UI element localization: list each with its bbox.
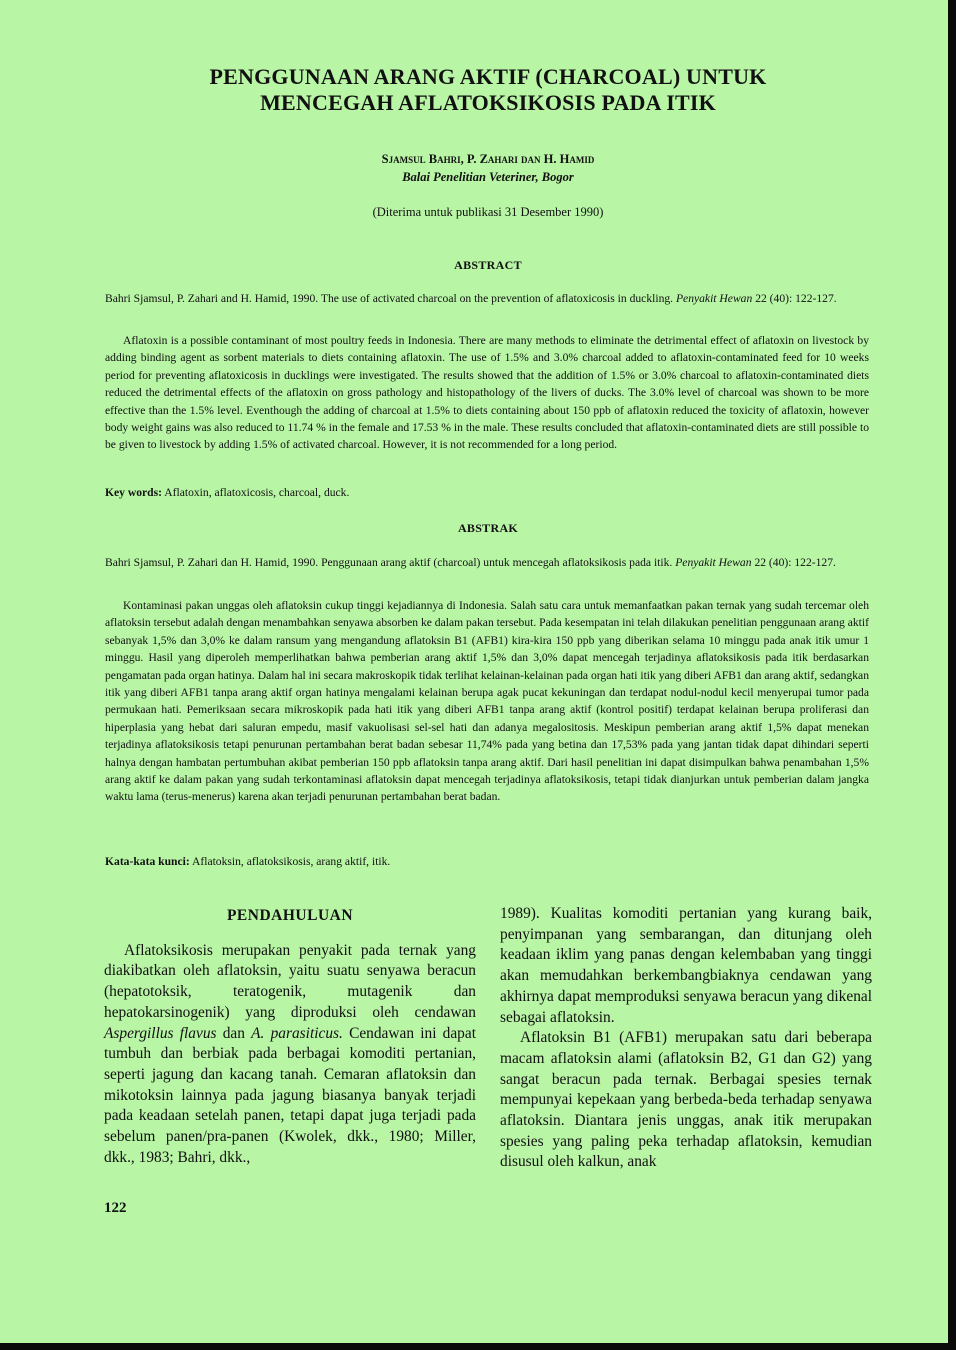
- abstract-citation-journal: Penyakit Hewan: [675, 292, 753, 305]
- abstrak-citation-volume: 22 (40): 122-127.: [754, 556, 836, 569]
- received-date: (Diterima untuk publikasi 31 Desember 1990): [372, 205, 604, 219]
- kata-kunci-list: Aflatoksin, aflatoksikosis, arang aktif, itik.: [191, 855, 391, 868]
- section-heading-pendahuluan: PENDAHULUAN: [226, 907, 354, 924]
- kata-kunci-label: Kata-kata kunci:: [105, 855, 190, 868]
- abstrak-keywords: [105, 853, 869, 870]
- intro-paragraph-1-continued: 1989). Kualitas komoditi pertanian yang kurang baik, penyimpanan yang sembarangan, dan ditunjang oleh keadaan iklim yang panas dengan kelembaban yang tinggi akan memudahkan berkembangbiaknya cendawan yang akhirnya dapat memproduksi senyawa beracun yang dikenal sebagai aflatoksin.: [500, 905, 872, 1026]
- abstrak-citation-journal: Penyakit Hewan: [675, 556, 752, 569]
- paper-title: [100, 64, 876, 116]
- affiliation: Balai Penelitian Veteriner, Bogor: [402, 170, 574, 184]
- abstrak-heading: ABSTRAK: [457, 521, 519, 535]
- intro-paragraph-1: [104, 941, 476, 1169]
- abstract-paragraph: Aflatoxin is a possible contaminant of most poultry feeds in Indonesia. There are many methods to eliminate the detrimental effect of aflatoxin on livestock by adding binding agent as sorbent materials to diets containing aflatoxin. The use of 1.5% and 3.0% charcoal added to aflatoxin-contaminated feed for 10 weeks period for preventing aflatoxicosis in ducklings were investigated. The results showed that the addition of 1.5% or 3.0% charcoal to aflatoxin-contaminated diets reduced the detrimental effects of the aflatoxin on gross pathology and histopathology of the livers of ducks. The 3.0% level of charcoal was shown to be more effective than the 1.5% level. Eventhough the adding of charcoal at 1.5% to diets containing about 150 ppb of aflatoxin reduced the toxicity of aflatoxin, however body weight gains was also reduced to 11.74 % in the female and 17.53 % in the male. These results concluded that aflatoxin-contaminated diets are still possible to be given to livestock by adding 1.5% of activated charcoal. However, it is not recommended for a long period.: [105, 334, 869, 452]
- intro-p1-text-a: Aflatoksikosis merupakan penyakit pada ternak yang diakibatkan oleh aflatoksin, yaitu suatu senyawa beracun (hepatotoksik, teratogenik, mutagenik dan hepatokarsinogenik) yang diproduksi oleh cendawan: [104, 941, 476, 1021]
- keywords-label: Key words:: [105, 486, 162, 499]
- keywords-list: Aflatoxin, aflatoxicosis, charcoal, duck.: [164, 486, 350, 499]
- title-line-2: MENCEGAH AFLATOKSIKOSIS PADA ITIK: [260, 90, 716, 115]
- abstract-citation-volume: 22 (40): 122-127.: [755, 292, 837, 305]
- species-a-parasiticus: A. parasiticus.: [251, 1024, 343, 1042]
- abstract-body: [105, 332, 869, 454]
- abstract-heading: ABSTRACT: [454, 258, 522, 272]
- abstrak-body: [105, 597, 869, 806]
- authors: Sjamsul Bahri, P. Zahari dan H. Hamid: [381, 152, 595, 166]
- scan-bottom-border: [0, 1343, 956, 1350]
- abstract-citation: [105, 290, 869, 307]
- scan-right-border: [948, 0, 956, 1350]
- abstrak-citation: [105, 554, 869, 571]
- title-line-1: PENGGUNAAN ARANG AKTIF (CHARCOAL) UNTUK: [209, 64, 767, 89]
- species-aspergillus-flavus: Aspergillus flavus: [104, 1024, 217, 1042]
- left-column: [104, 906, 476, 1168]
- abstrak-citation-text: Bahri Sjamsul, P. Zahari dan H. Hamid, 1990. Penggunaan arang aktif (charcoal) untuk mencegah aflatoksikosis pada itik.: [105, 556, 673, 569]
- intro-p1-and: dan: [222, 1024, 245, 1042]
- page-number: 122: [104, 1200, 127, 1216]
- intro-p1-text-b: Cendawan ini dapat tumbuh dan berbiak pada berbagai komoditi pertanian, seperti jagung dan kacang tanah. Cemaran aflatoksin dan mikotoksin lainnya pada jagung biasanya banyak terjadi pada keadaan setelah panen, tetapi dapat juga terjadi pada sebelum panen/pra-panen (Kwolek, dkk., 1980; Miller, dkk., 1983; Bahri, dkk.,: [104, 1024, 476, 1166]
- abstract-citation-text: Bahri Sjamsul, P. Zahari and H. Hamid, 1990. The use of activated charcoal on the prevention of aflatoxicosis in duckling.: [105, 292, 674, 305]
- abstract-keywords: [105, 484, 869, 501]
- intro-paragraph-2: Aflatoksin B1 (AFB1) merupakan satu dari beberapa macam aflatoksin alami (aflatoksin B2, G1 dan G2) yang sangat beracun pada ternak. Berbagai spesies ternak mempunyai kepekaan yang berbeda-beda terhadap senyawa aflatoksin. Diantara jenis unggas, anak itik merupakan spesies yang paling peka terhadap aflatoksin, kemudian disusul oleh kalkun, anak: [500, 1029, 872, 1171]
- right-column: [500, 904, 872, 1173]
- abstrak-paragraph: Kontaminasi pakan unggas oleh aflatoksin cukup tinggi kejadiannya di Indonesia. Salah satu cara untuk memanfaatkan pakan ternak yang sudah tercemar oleh aflatoksin tersebut adalah dengan menambahkan senyawa absorben ke dalam pakan tersebut. Pada kesempatan ini telah dilakukan penelitian penggunaan arang aktif sebanyak 1,5% dan 3,0% ke dalam ransum yang mengandung aflatoksin B1 (AFB1) kira-kira 150 ppb yang diberikan selama 10 minggu pada anak itik umur 1 minggu. Hasil yang diperoleh memperlihatkan bahwa pemberian arang aktif 1,5% dan 3,0% dapat mencegah terjadinya aflatoksikosis pada itik berdasarkan pengamatan pada organ hatinya. Dalam hal ini secara makroskopik tidak terlihat kelainan-kelainan pada organ hati itik yang diberi AFB1 dan arang aktif, sedangkan itik yang diberi AFB1 tanpa arang aktif organ hatinya mengalami kelainan berupa agak pucat kekuningan dan terdapat nodul-nodul kecil menyerupai tumor pada permukaan hati. Pemeriksaan secara mikroskopik pada hati itik yang diberi AFB1 tanpa arang aktif (kontrol positif) terdapat kelainan berupa proliferasi dan hiperplasia yang hebat dari saluran empedu, masif vakuolisasi sel-sel hati dan adanya megalositosis. Meskipun pemberian arang aktif 1,5% dapat menekan terjadinya aflatoksikosis tetapi penurunan pertambahan berat badan sebesar 11,74% pada yang betina dan 17,53% pada yang jantan tidak dapat dihindari seperti halnya dengan hambatan pertumbuhan akibat pemberian 150 ppb aflatoksin tanpa arang aktif. Dari hasil penelitian ini dapat disimpulkan bahwa penambahan 1,5% arang aktif ke dalam pakan yang sudah terkontaminasi aflatoksin dapat mencegah terjadinya aflatoksikosis, tetapi tidak dianjurkan untuk pemberian dalam jangka waktu lama (terus-menerus) karena akan terjadi penurunan pertambahan berat badan.: [105, 599, 869, 804]
